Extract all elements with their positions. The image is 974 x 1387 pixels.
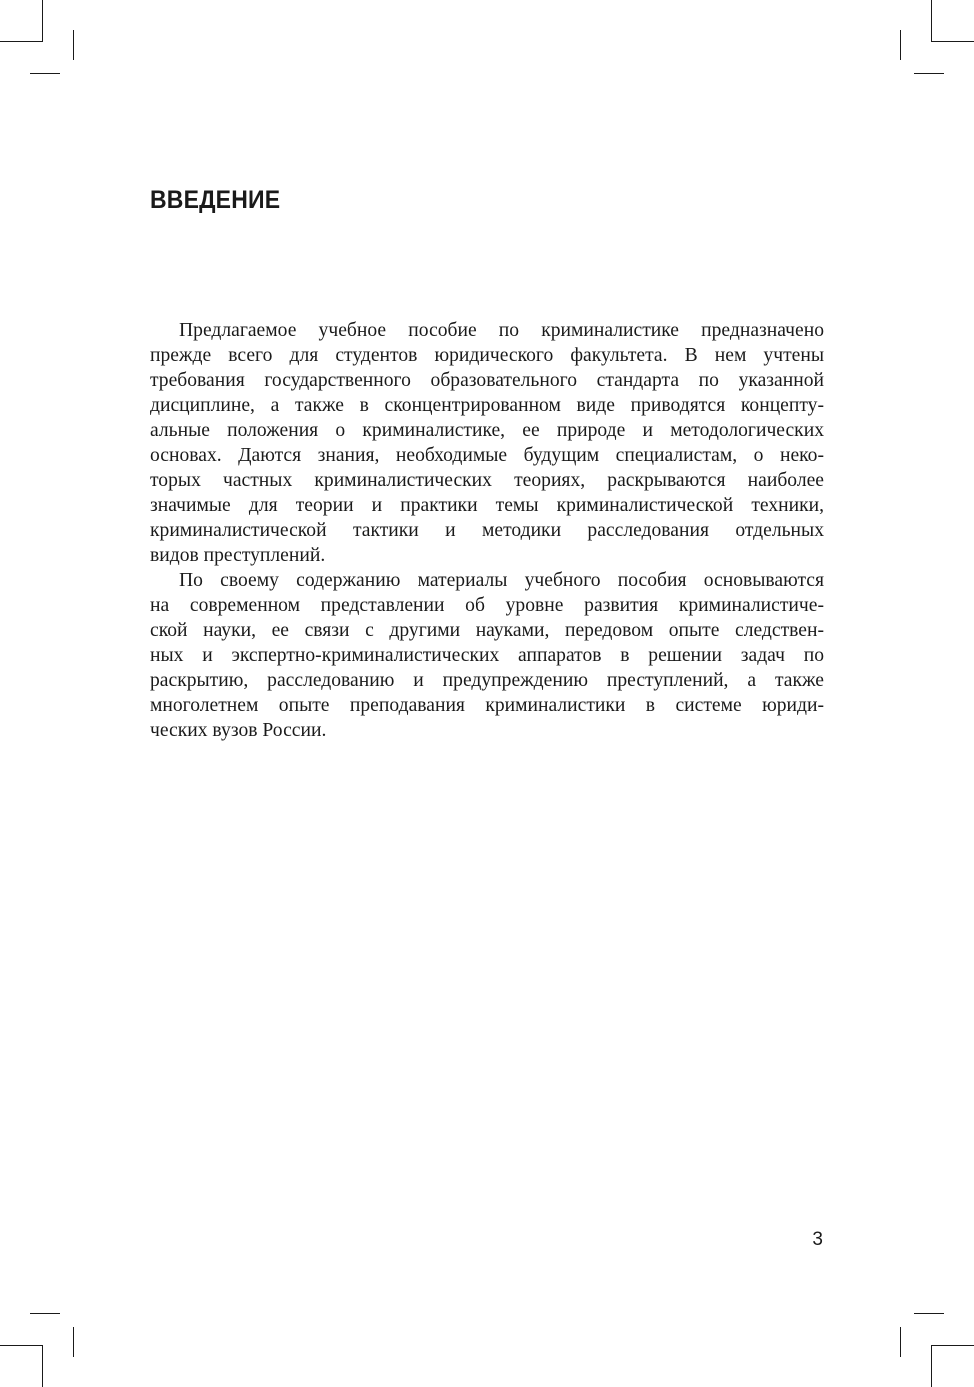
text-line: раскрытию, расследованию и предупреждению преступлений, а также <box>150 670 824 691</box>
crop-mark <box>900 30 901 60</box>
text-line: Предлагаемое учебное пособие по криминалистике предназначено <box>179 320 824 341</box>
crop-mark <box>931 0 932 42</box>
crop-mark <box>30 73 60 74</box>
crop-mark <box>914 73 944 74</box>
text-line: ской науки, ее связи с другими науками, передовом опыте следствен- <box>150 620 824 641</box>
text-line: значимые для теории и практики темы криминалистической техники, <box>150 495 824 516</box>
text-line: ческих вузов России. <box>150 720 327 741</box>
text-line: требования государственного образовательного стандарта по указанной <box>150 370 824 391</box>
crop-mark <box>900 1327 901 1357</box>
text-line: многолетнем опыте преподавания криминалистики в системе юриди- <box>150 695 824 716</box>
crop-mark <box>73 30 74 60</box>
text-line: видов преступлений. <box>150 545 326 566</box>
text-line: основах. Даются знания, необходимые будущим специалистам, о неко- <box>150 445 824 466</box>
paragraph <box>150 318 824 568</box>
crop-mark <box>30 1313 60 1314</box>
text-line: на современном представлении об уровне развития криминалистиче- <box>150 595 824 616</box>
text-line: дисциплине, а также в сконцентрированном виде приводятся концепту- <box>150 395 824 416</box>
text-line: торых частных криминалистических теориях, раскрываются наиболее <box>150 470 824 491</box>
crop-mark <box>914 1313 944 1314</box>
crop-mark <box>42 1345 43 1387</box>
section-heading: ВВЕДЕНИЕ <box>150 186 281 214</box>
page-number: 3 <box>812 1229 823 1250</box>
text-line: альные положения о криминалистике, ее природе и методологических <box>150 420 824 441</box>
paragraph <box>150 568 824 743</box>
text-line: ных и экспертно-криминалистических аппаратов в решении задач по <box>150 645 824 666</box>
body-text <box>150 318 824 743</box>
crop-mark <box>931 1345 932 1387</box>
crop-mark <box>0 41 42 42</box>
crop-mark <box>42 0 43 42</box>
text-line: По своему содержанию материалы учебного пособия основываются <box>179 570 824 591</box>
crop-mark <box>0 1345 42 1346</box>
crop-mark <box>932 1345 974 1346</box>
crop-mark <box>73 1327 74 1357</box>
crop-mark <box>932 41 974 42</box>
text-line: прежде всего для студентов юридического факультета. В нем учтены <box>150 345 824 366</box>
text-line: криминалистической тактики и методики расследования отдельных <box>150 520 824 541</box>
